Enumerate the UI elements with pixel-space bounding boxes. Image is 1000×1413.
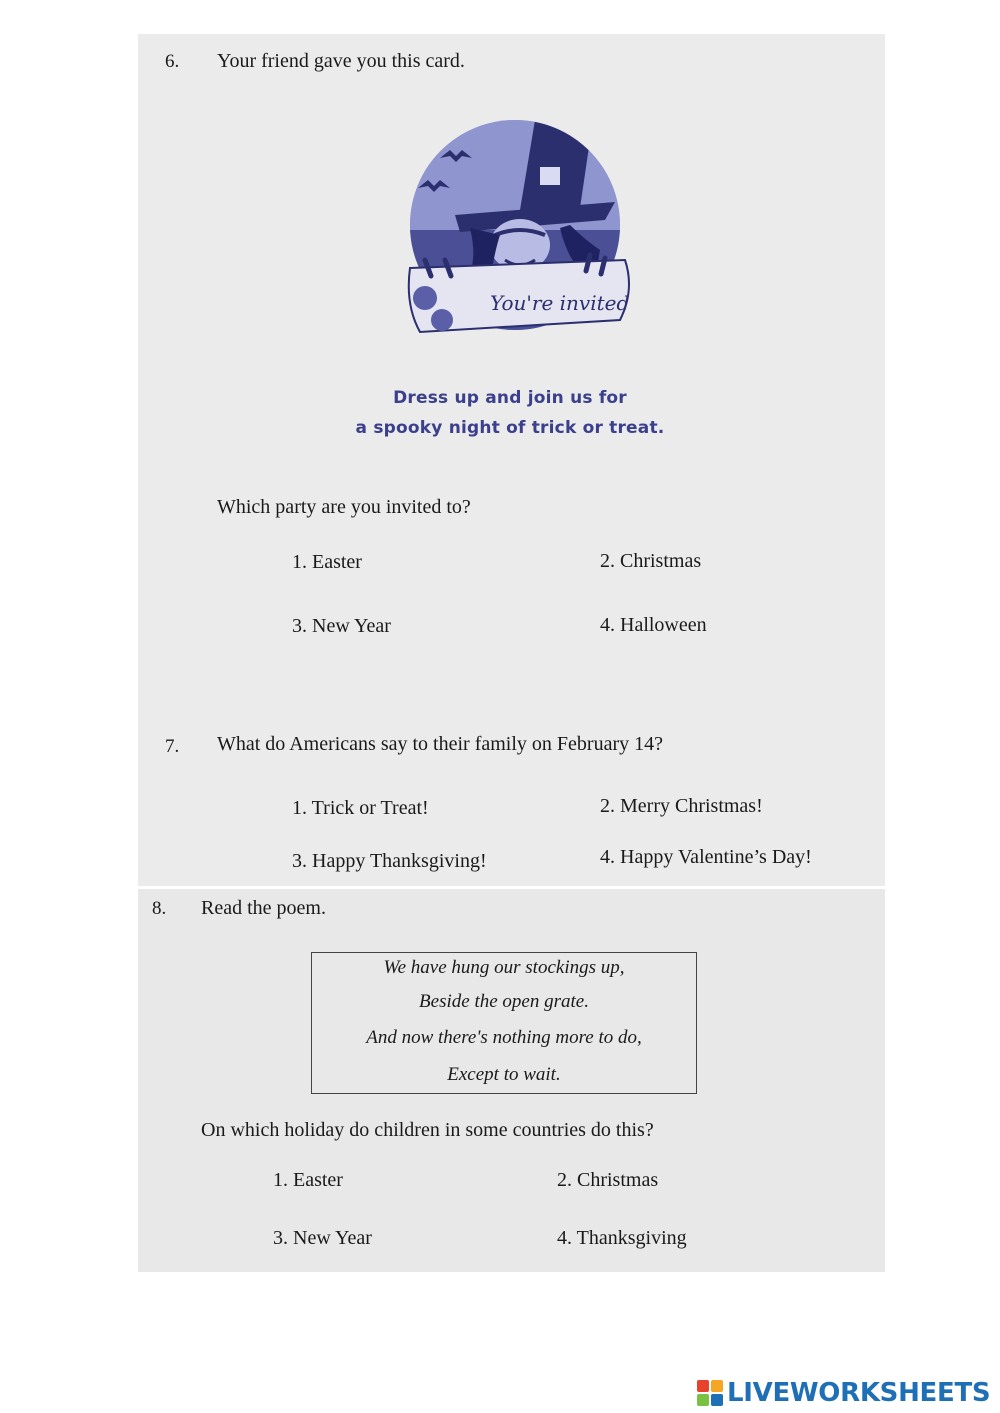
q7-option-3[interactable]: 3. Happy Thanksgiving!	[292, 850, 487, 872]
q6-option-1[interactable]: 1. Easter	[292, 551, 362, 573]
poem-line-3: And now there's nothing more to do,	[366, 1027, 642, 1048]
question-7-text: What do Americans say to their family on February 14?	[217, 733, 663, 755]
poem-box	[311, 952, 697, 1094]
page-seam	[138, 886, 885, 889]
card-line-1: Dress up and join us for	[393, 388, 627, 408]
q7-option-2[interactable]: 2. Merry Christmas!	[600, 795, 763, 817]
question-8-number: 8.	[152, 898, 167, 919]
question-8-prompt: Read the poem.	[201, 897, 326, 919]
logo-square-red	[697, 1380, 709, 1392]
logo-square-orange	[711, 1380, 723, 1392]
q7-option-4[interactable]: 4. Happy Valentine’s Day!	[600, 846, 812, 868]
logo-square-blue	[711, 1394, 723, 1406]
logo-mark-icon	[697, 1380, 723, 1406]
question-6-prompt: Your friend gave you this card.	[217, 50, 465, 72]
logo-text: LIVEWORKSHEETS	[727, 1378, 991, 1408]
q6-option-2[interactable]: 2. Christmas	[600, 550, 702, 572]
poem-line-1: We have hung our stockings up,	[383, 957, 625, 978]
question-6-number: 6.	[165, 51, 180, 72]
q6-option-4[interactable]: 4. Halloween	[600, 614, 707, 636]
card-banner-text: You're invited	[490, 291, 630, 315]
card-line-2: a spooky night of trick or treat.	[355, 418, 665, 438]
poem-line-4: Except to wait.	[447, 1064, 561, 1085]
q6-option-3[interactable]: 3. New Year	[292, 615, 391, 637]
halloween-card-image	[400, 110, 640, 350]
q8-option-3[interactable]: 3. New Year	[273, 1227, 372, 1249]
poem-line-2: Beside the open grate.	[419, 991, 589, 1012]
question-7-number: 7.	[165, 736, 180, 757]
q8-option-4[interactable]: 4. Thanksgiving	[557, 1227, 687, 1249]
question-8-text: On which holiday do children in some countries do this?	[201, 1119, 654, 1141]
q8-option-1[interactable]: 1. Easter	[273, 1169, 343, 1191]
liveworksheets-logo[interactable]	[697, 1378, 990, 1408]
q7-option-1[interactable]: 1. Trick or Treat!	[292, 797, 429, 819]
q8-option-2[interactable]: 2. Christmas	[557, 1169, 659, 1191]
logo-square-green	[697, 1394, 709, 1406]
question-6-text: Which party are you invited to?	[217, 496, 471, 518]
card-invitation-text	[300, 383, 720, 443]
